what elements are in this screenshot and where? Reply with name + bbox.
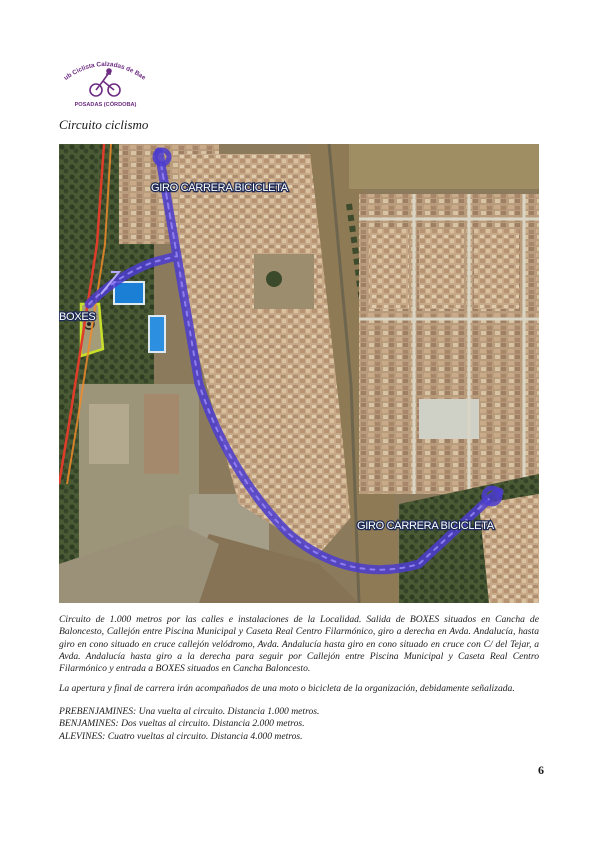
map-label-top: GIRO CARRERA BICICLETA [151, 182, 288, 194]
logo-club-name: ub Ciclista Calzadas de Bae [62, 60, 147, 82]
club-logo [58, 50, 153, 110]
section-title: Circuito ciclismo [59, 117, 149, 132]
map-label-bottom: GIRO CARRERA BICICLETA [357, 520, 494, 532]
top-field [349, 144, 539, 189]
pool-small [149, 316, 165, 352]
pool-large [114, 282, 144, 304]
cyclist-icon [90, 69, 120, 96]
category-list [59, 706, 319, 743]
page-number: 6 [538, 763, 544, 777]
race-note: La apertura y final de carrera irán acompañados de una moto o bicicleta de la organización, debidamente señalizada. [59, 683, 515, 694]
category-prebenjamines: PREBENJAMINES: Una vuelta al circuito. Distancia 1.000 metros. [59, 706, 320, 717]
category-alevines: ALEVINES: Cuatro vueltas al circuito. Distancia 4.000 metros. [59, 730, 303, 742]
category-benjamines: BENJAMINES: Dos vueltas al circuito. Distancia 2.000 metros. [59, 718, 305, 730]
logo-town: POSADAS (CÓRDOBA) [74, 102, 137, 108]
circuit-map [59, 144, 539, 603]
map-label-boxes: BOXES [59, 311, 96, 323]
circuit-description: Circuito de 1.000 metros por las calles e instalaciones de la Localidad. Salida de BOXES situados en Cancha de Baloncesto, Callejón entre Piscina Municipal y Caseta Real Centro Filarmónico, giro a derecha en Avda. Andalucía, hasta giro en cono situado en cruce callejón velódromo, Avda. Andalucía hasta giro en cono situado en cruce con C/ del Tejar, a Avda. Andalucía hasta giro a la derecha para seguir por Callejón entre Piscina Municipal y Caseta Real Centro Filarmónico y entrada a BOXES situados en Cancha Baloncesto. [59, 614, 539, 675]
